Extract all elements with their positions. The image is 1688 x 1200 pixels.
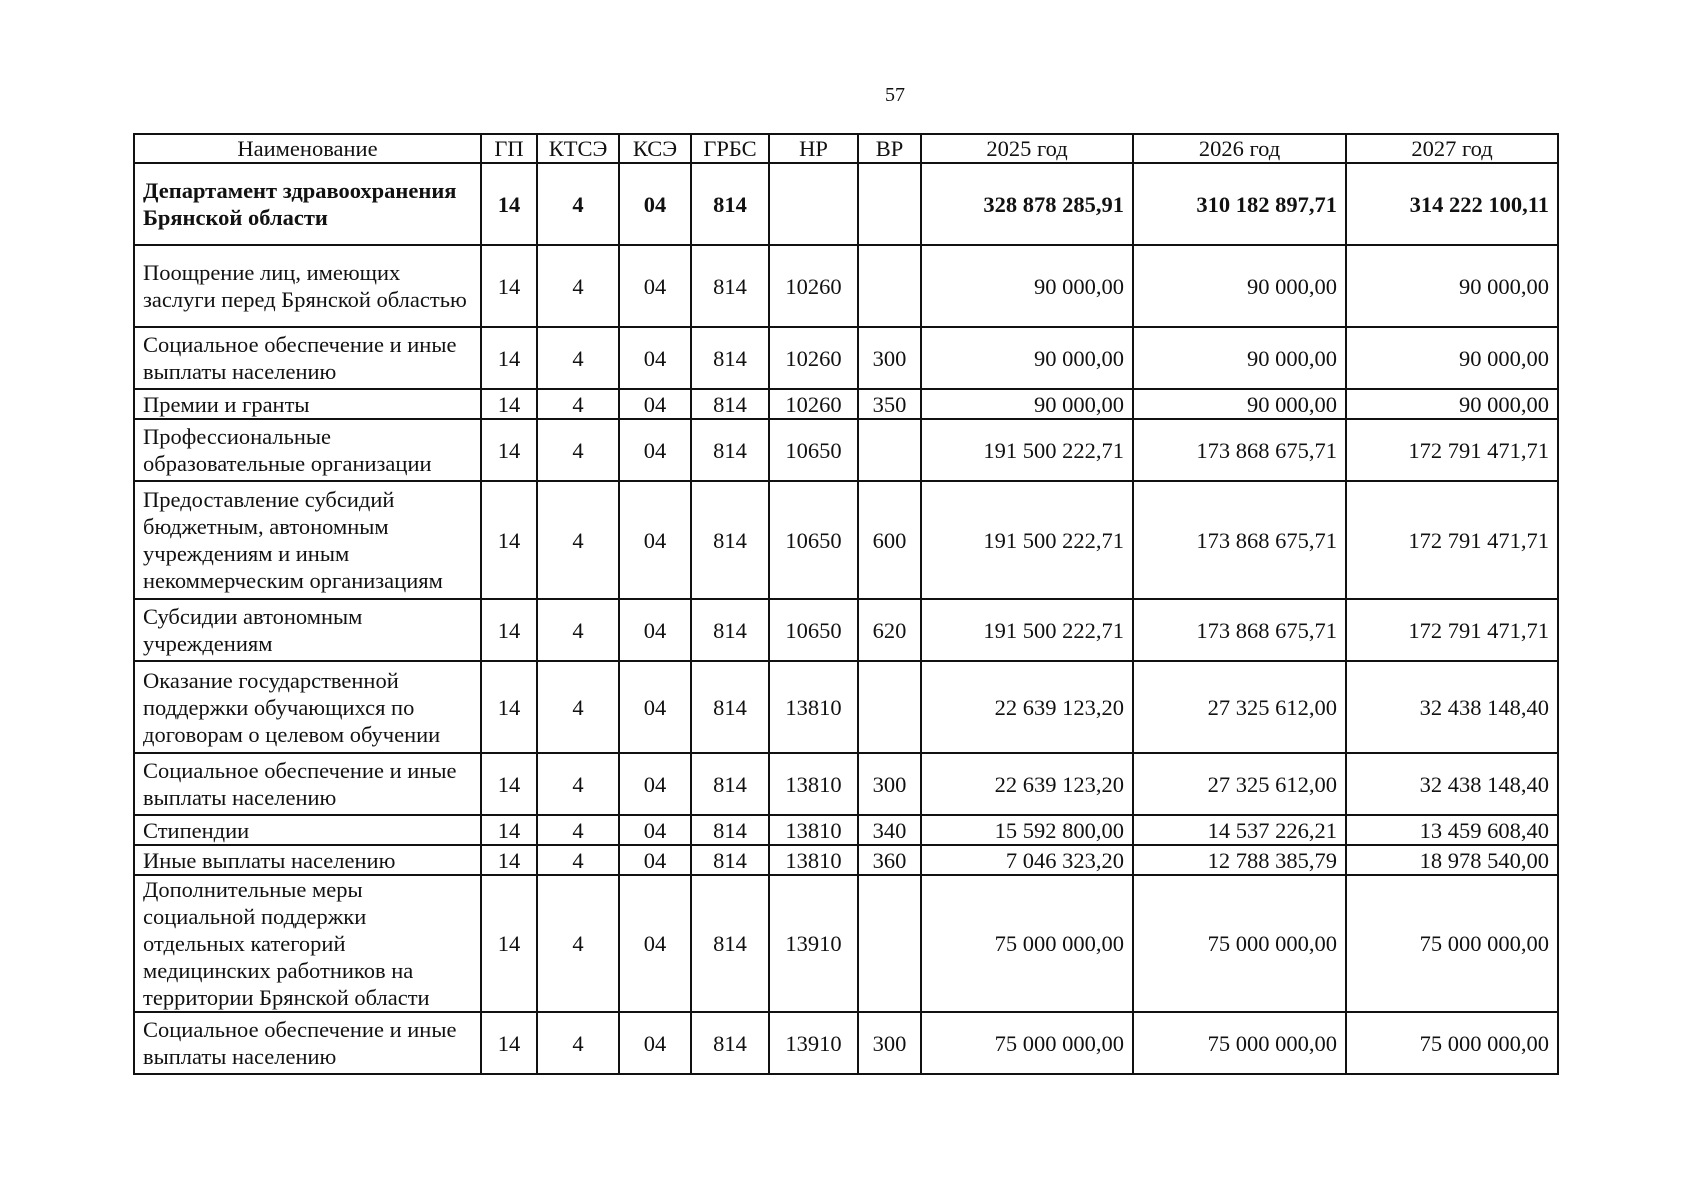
cell-2025: 75 000 000,00 <box>921 1012 1133 1074</box>
cell-nr: 13810 <box>769 661 858 753</box>
cell-vr: 300 <box>858 327 921 389</box>
cell-2026: 90 000,00 <box>1133 245 1346 327</box>
cell-2025: 22 639 123,20 <box>921 753 1133 815</box>
page-number: 57 <box>885 84 905 106</box>
cell-2027: 75 000 000,00 <box>1346 1012 1558 1074</box>
cell-vr: 340 <box>858 815 921 845</box>
cell-ktse: 4 <box>537 845 619 875</box>
cell-ktse: 4 <box>537 661 619 753</box>
cell-nr: 13810 <box>769 815 858 845</box>
cell-gp: 14 <box>481 1012 537 1074</box>
table-row <box>134 163 1558 245</box>
cell-name: Профессиональные образовательные организации <box>134 419 481 481</box>
cell-vr <box>858 163 921 245</box>
cell-nr <box>769 163 858 245</box>
cell-2026: 173 868 675,71 <box>1133 481 1346 599</box>
cell-vr <box>858 661 921 753</box>
cell-2027: 13 459 608,40 <box>1346 815 1558 845</box>
cell-2027: 90 000,00 <box>1346 389 1558 419</box>
cell-2025: 90 000,00 <box>921 389 1133 419</box>
table-row <box>134 875 1558 1012</box>
cell-kse: 04 <box>619 753 691 815</box>
cell-nr: 10650 <box>769 481 858 599</box>
cell-grbs: 814 <box>691 875 769 1012</box>
table-row <box>134 245 1558 327</box>
cell-grbs: 814 <box>691 389 769 419</box>
cell-gp: 14 <box>481 245 537 327</box>
cell-grbs: 814 <box>691 327 769 389</box>
cell-name: Поощрение лиц, имеющих заслуги перед Брянской областью <box>134 245 481 327</box>
cell-2025: 15 592 800,00 <box>921 815 1133 845</box>
cell-gp: 14 <box>481 753 537 815</box>
cell-2026: 14 537 226,21 <box>1133 815 1346 845</box>
cell-2025: 191 500 222,71 <box>921 599 1133 661</box>
cell-2027: 314 222 100,11 <box>1346 163 1558 245</box>
cell-2027: 32 438 148,40 <box>1346 661 1558 753</box>
cell-2026: 310 182 897,71 <box>1133 163 1346 245</box>
cell-grbs: 814 <box>691 815 769 845</box>
cell-2026: 27 325 612,00 <box>1133 661 1346 753</box>
cell-name: Департамент здравоохранения Брянской области <box>134 163 481 245</box>
cell-nr: 13810 <box>769 753 858 815</box>
cell-vr: 300 <box>858 753 921 815</box>
cell-kse: 04 <box>619 845 691 875</box>
cell-2027: 32 438 148,40 <box>1346 753 1558 815</box>
cell-kse: 04 <box>619 1012 691 1074</box>
cell-ktse: 4 <box>537 599 619 661</box>
header-row <box>134 134 1558 163</box>
cell-grbs: 814 <box>691 163 769 245</box>
cell-vr <box>858 245 921 327</box>
cell-gp: 14 <box>481 815 537 845</box>
cell-nr: 10650 <box>769 599 858 661</box>
cell-2027: 172 791 471,71 <box>1346 419 1558 481</box>
cell-nr: 10260 <box>769 389 858 419</box>
cell-2025: 75 000 000,00 <box>921 875 1133 1012</box>
header-nr: НР <box>769 134 858 163</box>
cell-2025: 328 878 285,91 <box>921 163 1133 245</box>
cell-vr: 350 <box>858 389 921 419</box>
cell-ktse: 4 <box>537 815 619 845</box>
cell-2026: 173 868 675,71 <box>1133 599 1346 661</box>
header-grbs: ГРБС <box>691 134 769 163</box>
cell-name: Стипендии <box>134 815 481 845</box>
header-2025: 2025 год <box>921 134 1133 163</box>
cell-ktse: 4 <box>537 753 619 815</box>
header-ktse: КТСЭ <box>537 134 619 163</box>
cell-grbs: 814 <box>691 753 769 815</box>
cell-name: Социальное обеспечение и иные выплаты населению <box>134 1012 481 1074</box>
cell-nr: 13810 <box>769 845 858 875</box>
cell-vr: 600 <box>858 481 921 599</box>
cell-2026: 75 000 000,00 <box>1133 1012 1346 1074</box>
header-2027: 2027 год <box>1346 134 1558 163</box>
cell-gp: 14 <box>481 389 537 419</box>
cell-2026: 75 000 000,00 <box>1133 875 1346 1012</box>
cell-2025: 22 639 123,20 <box>921 661 1133 753</box>
cell-gp: 14 <box>481 661 537 753</box>
table-row <box>134 661 1558 753</box>
cell-name: Социальное обеспечение и иные выплаты населению <box>134 327 481 389</box>
cell-2025: 90 000,00 <box>921 327 1133 389</box>
cell-ktse: 4 <box>537 481 619 599</box>
cell-grbs: 814 <box>691 661 769 753</box>
table-row <box>134 327 1558 389</box>
cell-ktse: 4 <box>537 1012 619 1074</box>
cell-name: Оказание государственной поддержки обучающихся по договорам о целевом обучении <box>134 661 481 753</box>
header-name: Наименование <box>134 134 481 163</box>
cell-2025: 90 000,00 <box>921 245 1133 327</box>
table-row <box>134 815 1558 845</box>
table-body <box>134 163 1558 1074</box>
header-gp: ГП <box>481 134 537 163</box>
cell-name: Социальное обеспечение и иные выплаты населению <box>134 753 481 815</box>
cell-gp: 14 <box>481 599 537 661</box>
cell-grbs: 814 <box>691 845 769 875</box>
cell-2025: 191 500 222,71 <box>921 419 1133 481</box>
cell-gp: 14 <box>481 875 537 1012</box>
cell-kse: 04 <box>619 419 691 481</box>
cell-name: Субсидии автономным учреждениям <box>134 599 481 661</box>
cell-gp: 14 <box>481 845 537 875</box>
cell-ktse: 4 <box>537 245 619 327</box>
header-kse: КСЭ <box>619 134 691 163</box>
table-row <box>134 419 1558 481</box>
cell-nr: 10260 <box>769 245 858 327</box>
cell-name: Иные выплаты населению <box>134 845 481 875</box>
table-row <box>134 845 1558 875</box>
cell-2027: 172 791 471,71 <box>1346 599 1558 661</box>
table-row <box>134 599 1558 661</box>
cell-ktse: 4 <box>537 419 619 481</box>
cell-2027: 18 978 540,00 <box>1346 845 1558 875</box>
table-row <box>134 481 1558 599</box>
cell-name: Предоставление субсидий бюджетным, автономным учреждениям и иным некоммерческим организациям <box>134 481 481 599</box>
cell-ktse: 4 <box>537 389 619 419</box>
cell-2026: 173 868 675,71 <box>1133 419 1346 481</box>
cell-ktse: 4 <box>537 327 619 389</box>
cell-2027: 75 000 000,00 <box>1346 875 1558 1012</box>
cell-grbs: 814 <box>691 1012 769 1074</box>
cell-nr: 10650 <box>769 419 858 481</box>
cell-vr: 300 <box>858 1012 921 1074</box>
cell-vr: 620 <box>858 599 921 661</box>
cell-grbs: 814 <box>691 481 769 599</box>
header-vr: ВР <box>858 134 921 163</box>
cell-2027: 90 000,00 <box>1346 245 1558 327</box>
cell-kse: 04 <box>619 389 691 419</box>
cell-nr: 10260 <box>769 327 858 389</box>
cell-kse: 04 <box>619 481 691 599</box>
cell-vr <box>858 875 921 1012</box>
cell-ktse: 4 <box>537 875 619 1012</box>
cell-2027: 90 000,00 <box>1346 327 1558 389</box>
cell-kse: 04 <box>619 875 691 1012</box>
cell-gp: 14 <box>481 163 537 245</box>
cell-kse: 04 <box>619 661 691 753</box>
cell-2025: 7 046 323,20 <box>921 845 1133 875</box>
cell-2025: 191 500 222,71 <box>921 481 1133 599</box>
table-row <box>134 1012 1558 1074</box>
cell-kse: 04 <box>619 815 691 845</box>
cell-nr: 13910 <box>769 875 858 1012</box>
cell-grbs: 814 <box>691 599 769 661</box>
cell-name: Премии и гранты <box>134 389 481 419</box>
header-2026: 2026 год <box>1133 134 1346 163</box>
cell-nr: 13910 <box>769 1012 858 1074</box>
cell-2026: 90 000,00 <box>1133 327 1346 389</box>
budget-table <box>133 133 1559 1075</box>
cell-vr <box>858 419 921 481</box>
cell-2027: 172 791 471,71 <box>1346 481 1558 599</box>
cell-2026: 90 000,00 <box>1133 389 1346 419</box>
cell-kse: 04 <box>619 245 691 327</box>
cell-ktse: 4 <box>537 163 619 245</box>
cell-grbs: 814 <box>691 419 769 481</box>
table-row <box>134 753 1558 815</box>
cell-name: Дополнительные меры социальной поддержки отдельных категорий медицинских работников на территории Брянской области <box>134 875 481 1012</box>
cell-vr: 360 <box>858 845 921 875</box>
cell-gp: 14 <box>481 327 537 389</box>
cell-kse: 04 <box>619 599 691 661</box>
cell-kse: 04 <box>619 163 691 245</box>
cell-gp: 14 <box>481 481 537 599</box>
cell-2026: 12 788 385,79 <box>1133 845 1346 875</box>
cell-gp: 14 <box>481 419 537 481</box>
table-row <box>134 389 1558 419</box>
cell-kse: 04 <box>619 327 691 389</box>
cell-grbs: 814 <box>691 245 769 327</box>
cell-2026: 27 325 612,00 <box>1133 753 1346 815</box>
